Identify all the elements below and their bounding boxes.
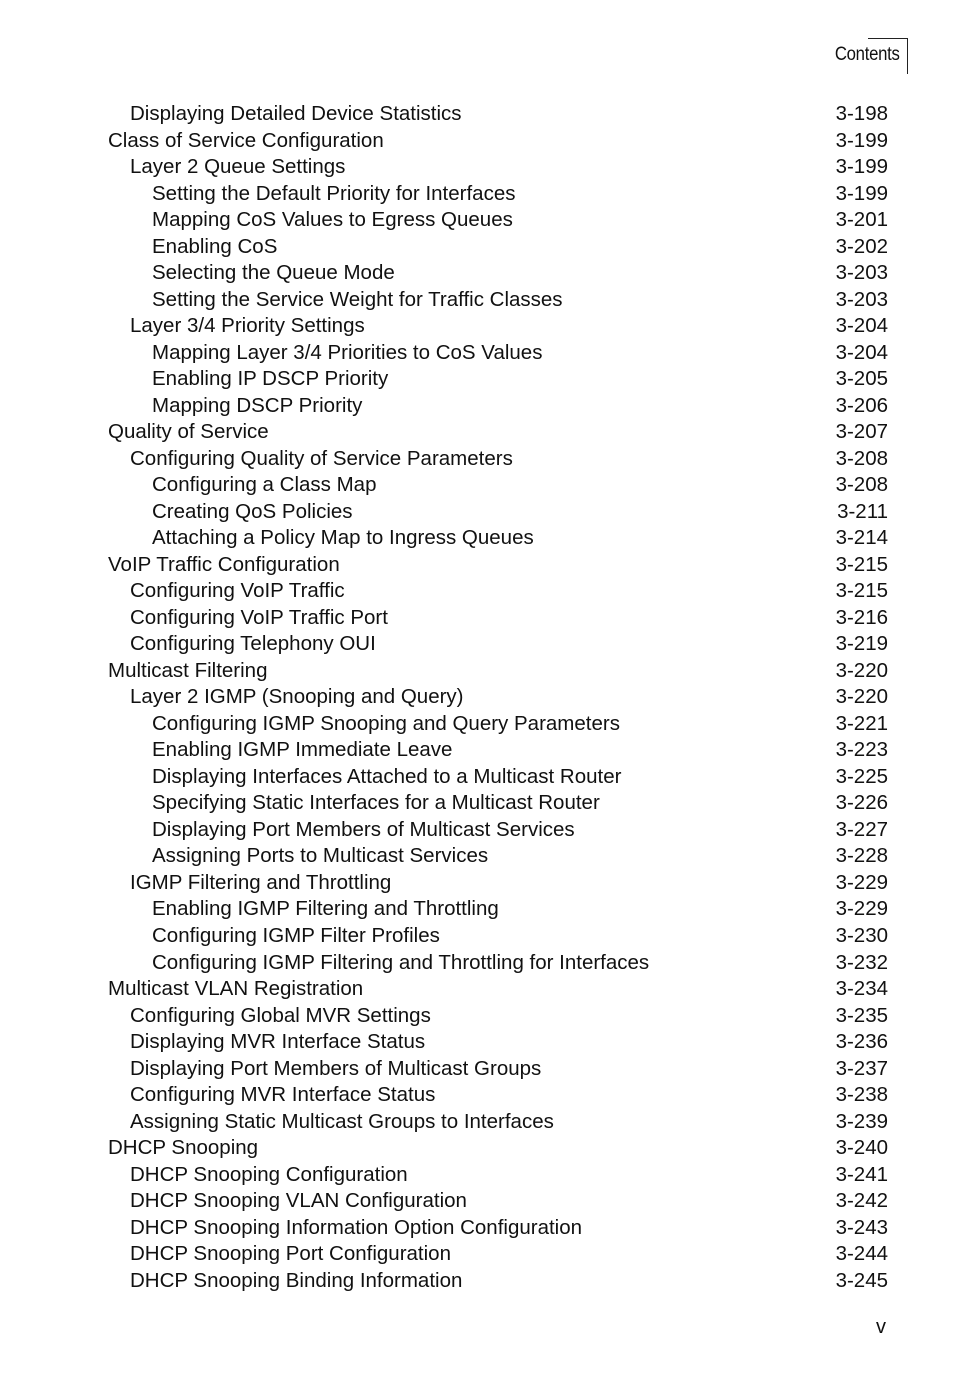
toc-entry[interactable]	[108, 577, 888, 604]
toc-entry-page: 3-241	[835, 1162, 888, 1186]
header-rule-top	[868, 38, 908, 39]
toc-entry[interactable]	[108, 392, 888, 419]
toc-entry-page: 3-238	[835, 1083, 888, 1107]
toc-entry-title: Layer 2 Queue Settings	[130, 155, 346, 179]
toc-entry-title: DHCP Snooping Port Configuration	[130, 1242, 451, 1266]
toc-entry-title: Enabling IGMP Immediate Leave	[152, 738, 453, 762]
toc-entry-title: Displaying Interfaces Attached to a Multicast Router	[152, 764, 622, 788]
toc-entry[interactable]	[108, 365, 888, 392]
toc-entry-title: Quality of Service	[108, 420, 269, 444]
toc-entry-title: Configuring IGMP Filtering and Throttling for Interfaces	[152, 950, 650, 974]
toc-entry-title: Configuring Global MVR Settings	[130, 1003, 431, 1027]
toc-entry[interactable]	[108, 630, 888, 657]
toc-entry-page: 3-226	[835, 791, 888, 815]
toc-entry-title: Configuring Quality of Service Parameters	[130, 446, 513, 470]
toc-entry-page: 3-225	[835, 764, 888, 788]
toc-entry[interactable]	[108, 418, 888, 445]
toc-entry-page: 3-207	[835, 420, 888, 444]
toc-entry-page: 3-227	[835, 817, 888, 841]
toc-entry[interactable]	[108, 180, 888, 207]
toc-entry-page: 3-235	[835, 1003, 888, 1027]
toc-entry-title: Enabling CoS	[152, 234, 278, 258]
toc-entry-page: 3-239	[835, 1109, 888, 1133]
toc-entry-title: DHCP Snooping VLAN Configuration	[130, 1189, 467, 1213]
toc-entry-page: 3-234	[835, 977, 888, 1001]
toc-entry[interactable]	[108, 1267, 888, 1294]
page-number: v	[876, 1316, 886, 1338]
toc-entry[interactable]	[108, 153, 888, 180]
toc-entry-page: 3-203	[835, 261, 888, 285]
toc-entry[interactable]	[108, 1214, 888, 1241]
toc-entry[interactable]	[108, 445, 888, 472]
toc-entry-page: 3-208	[835, 473, 888, 497]
toc-entry-title: Displaying Detailed Device Statistics	[130, 102, 462, 125]
toc-entry-page: 3-198	[835, 102, 888, 125]
toc-entry[interactable]	[108, 127, 888, 154]
toc-entry[interactable]	[108, 1081, 888, 1108]
toc-entry-page: 3-199	[835, 128, 888, 152]
toc-entry-page: 3-203	[835, 287, 888, 311]
toc-entry[interactable]	[108, 710, 888, 737]
toc-entry-page: 3-242	[835, 1189, 888, 1213]
toc-entry-title: Class of Service Configuration	[108, 128, 384, 152]
toc-entry-page: 3-230	[835, 923, 888, 947]
toc-entry-title: IGMP Filtering and Throttling	[130, 870, 392, 894]
toc-entry-title: Attaching a Policy Map to Ingress Queues	[152, 526, 534, 550]
toc-entry-title: Assigning Ports to Multicast Services	[152, 844, 489, 868]
toc-entry-page: 3-220	[835, 685, 888, 709]
toc-entry-page: 3-237	[835, 1056, 888, 1080]
toc-entry-page: 3-221	[835, 711, 888, 735]
toc-entry-title: DHCP Snooping Configuration	[130, 1162, 408, 1186]
toc-entry-page: 3-220	[835, 658, 888, 682]
toc-entry-page: 3-219	[835, 632, 888, 656]
toc-entry[interactable]	[108, 975, 888, 1002]
table-of-contents	[108, 100, 888, 1293]
toc-entry[interactable]	[108, 551, 888, 578]
toc-entry-title: Configuring MVR Interface Status	[130, 1083, 436, 1107]
toc-entry-title: Layer 2 IGMP (Snooping and Query)	[130, 685, 464, 709]
toc-entry-title: Mapping Layer 3/4 Priorities to CoS Values	[152, 340, 543, 364]
toc-entry-page: 3-204	[835, 314, 888, 338]
toc-entry-page: 3-215	[835, 552, 888, 576]
toc-entry[interactable]	[108, 763, 888, 790]
toc-entry-title: Enabling IP DSCP Priority	[152, 367, 389, 391]
toc-entry-title: Displaying MVR Interface Status	[130, 1030, 426, 1054]
toc-entry-page: 3-199	[835, 155, 888, 179]
toc-entry-page: 3-232	[835, 950, 888, 974]
toc-entry-title: Specifying Static Interfaces for a Multicast Router	[152, 791, 600, 815]
toc-entry-page: 3-244	[835, 1242, 888, 1266]
toc-entry[interactable]	[108, 471, 888, 498]
toc-entry-title: Configuring IGMP Snooping and Query Parameters	[152, 711, 620, 735]
toc-entry-title: Creating QoS Policies	[152, 499, 353, 523]
toc-entry[interactable]	[108, 1028, 888, 1055]
toc-entry[interactable]	[108, 312, 888, 339]
toc-entry[interactable]	[108, 339, 888, 366]
toc-entry-title: Enabling IGMP Filtering and Throttling	[152, 897, 499, 921]
toc-entry[interactable]	[108, 259, 888, 286]
toc-entry-page: 3-199	[835, 181, 888, 205]
toc-entry-page: 3-205	[835, 367, 888, 391]
toc-entry[interactable]	[108, 657, 888, 684]
toc-entry[interactable]	[108, 206, 888, 233]
toc-entry[interactable]	[108, 1002, 888, 1029]
toc-entry-title: Selecting the Queue Mode	[152, 261, 395, 285]
toc-entry-title: Setting the Service Weight for Traffic Classes	[152, 287, 563, 311]
toc-entry[interactable]	[108, 869, 888, 896]
toc-entry-page: 3-202	[835, 234, 888, 258]
toc-entry[interactable]	[108, 895, 888, 922]
toc-entry-title: DHCP Snooping Binding Information	[130, 1268, 463, 1292]
toc-entry[interactable]	[108, 1161, 888, 1188]
toc-entry[interactable]	[108, 1134, 888, 1161]
toc-entry-page: 3-229	[835, 870, 888, 894]
toc-entry-title: DHCP Snooping Information Option Configuration	[130, 1215, 583, 1239]
toc-entry[interactable]	[108, 1108, 888, 1135]
toc-entry-title: Mapping CoS Values to Egress Queues	[152, 208, 513, 232]
toc-entry-page: 3-223	[835, 738, 888, 762]
toc-entry-page: 3-216	[835, 605, 888, 629]
toc-entry-title: DHCP Snooping	[108, 1136, 259, 1160]
toc-entry[interactable]	[108, 604, 888, 631]
toc-entry-page: 3-236	[835, 1030, 888, 1054]
toc-entry-title: Configuring VoIP Traffic	[130, 579, 345, 603]
toc-entry[interactable]	[108, 736, 888, 763]
toc-entry-page: 3-206	[835, 393, 888, 417]
toc-entry[interactable]	[108, 1055, 888, 1082]
toc-entry-page: 3-201	[835, 208, 888, 232]
toc-entry-title: Configuring VoIP Traffic Port	[130, 605, 388, 629]
header-rule-side	[907, 38, 908, 74]
toc-entry-title: VoIP Traffic Configuration	[108, 552, 340, 576]
toc-entry[interactable]	[108, 949, 888, 976]
toc-entry-title: Assigning Static Multicast Groups to Interfaces	[130, 1109, 554, 1133]
toc-entry[interactable]	[108, 100, 888, 127]
toc-entry[interactable]	[108, 922, 888, 949]
toc-entry-title: Mapping DSCP Priority	[152, 393, 363, 417]
toc-entry-title: Configuring IGMP Filter Profiles	[152, 923, 440, 947]
toc-entry[interactable]	[108, 1240, 888, 1267]
toc-entry-page: 3-211	[837, 499, 888, 523]
toc-entry-title: Multicast VLAN Registration	[108, 977, 364, 1001]
toc-entry-title: Layer 3/4 Priority Settings	[130, 314, 365, 338]
toc-entry-title: Configuring a Class Map	[152, 473, 377, 497]
toc-entry-title: Setting the Default Priority for Interfaces	[152, 181, 516, 205]
toc-entry-page: 3-208	[835, 446, 888, 470]
toc-entry[interactable]	[108, 498, 888, 525]
toc-entry-title: Displaying Port Members of Multicast Services	[152, 817, 575, 841]
toc-entry-page: 3-204	[835, 340, 888, 364]
toc-entry[interactable]	[108, 524, 888, 551]
toc-entry[interactable]	[108, 683, 888, 710]
toc-entry[interactable]	[108, 286, 888, 313]
toc-entry-title: Configuring Telephony OUI	[130, 632, 376, 656]
toc-entry-page: 3-240	[835, 1136, 888, 1160]
toc-entry-page: 3-215	[835, 579, 888, 603]
toc-entry[interactable]	[108, 789, 888, 816]
toc-entry[interactable]	[108, 842, 888, 869]
toc-entry-page: 3-243	[835, 1215, 888, 1239]
toc-entry-page: 3-229	[835, 897, 888, 921]
toc-entry[interactable]	[108, 816, 888, 843]
toc-entry[interactable]	[108, 233, 888, 260]
toc-entry[interactable]	[108, 1187, 888, 1214]
toc-entry-title: Multicast Filtering	[108, 658, 268, 682]
header-label: Contents	[835, 44, 900, 65]
toc-entry-page: 3-245	[835, 1268, 888, 1292]
toc-entry-page: 3-214	[835, 526, 888, 550]
toc-entry-page: 3-228	[835, 844, 888, 868]
toc-entry-title: Displaying Port Members of Multicast Groups	[130, 1056, 542, 1080]
